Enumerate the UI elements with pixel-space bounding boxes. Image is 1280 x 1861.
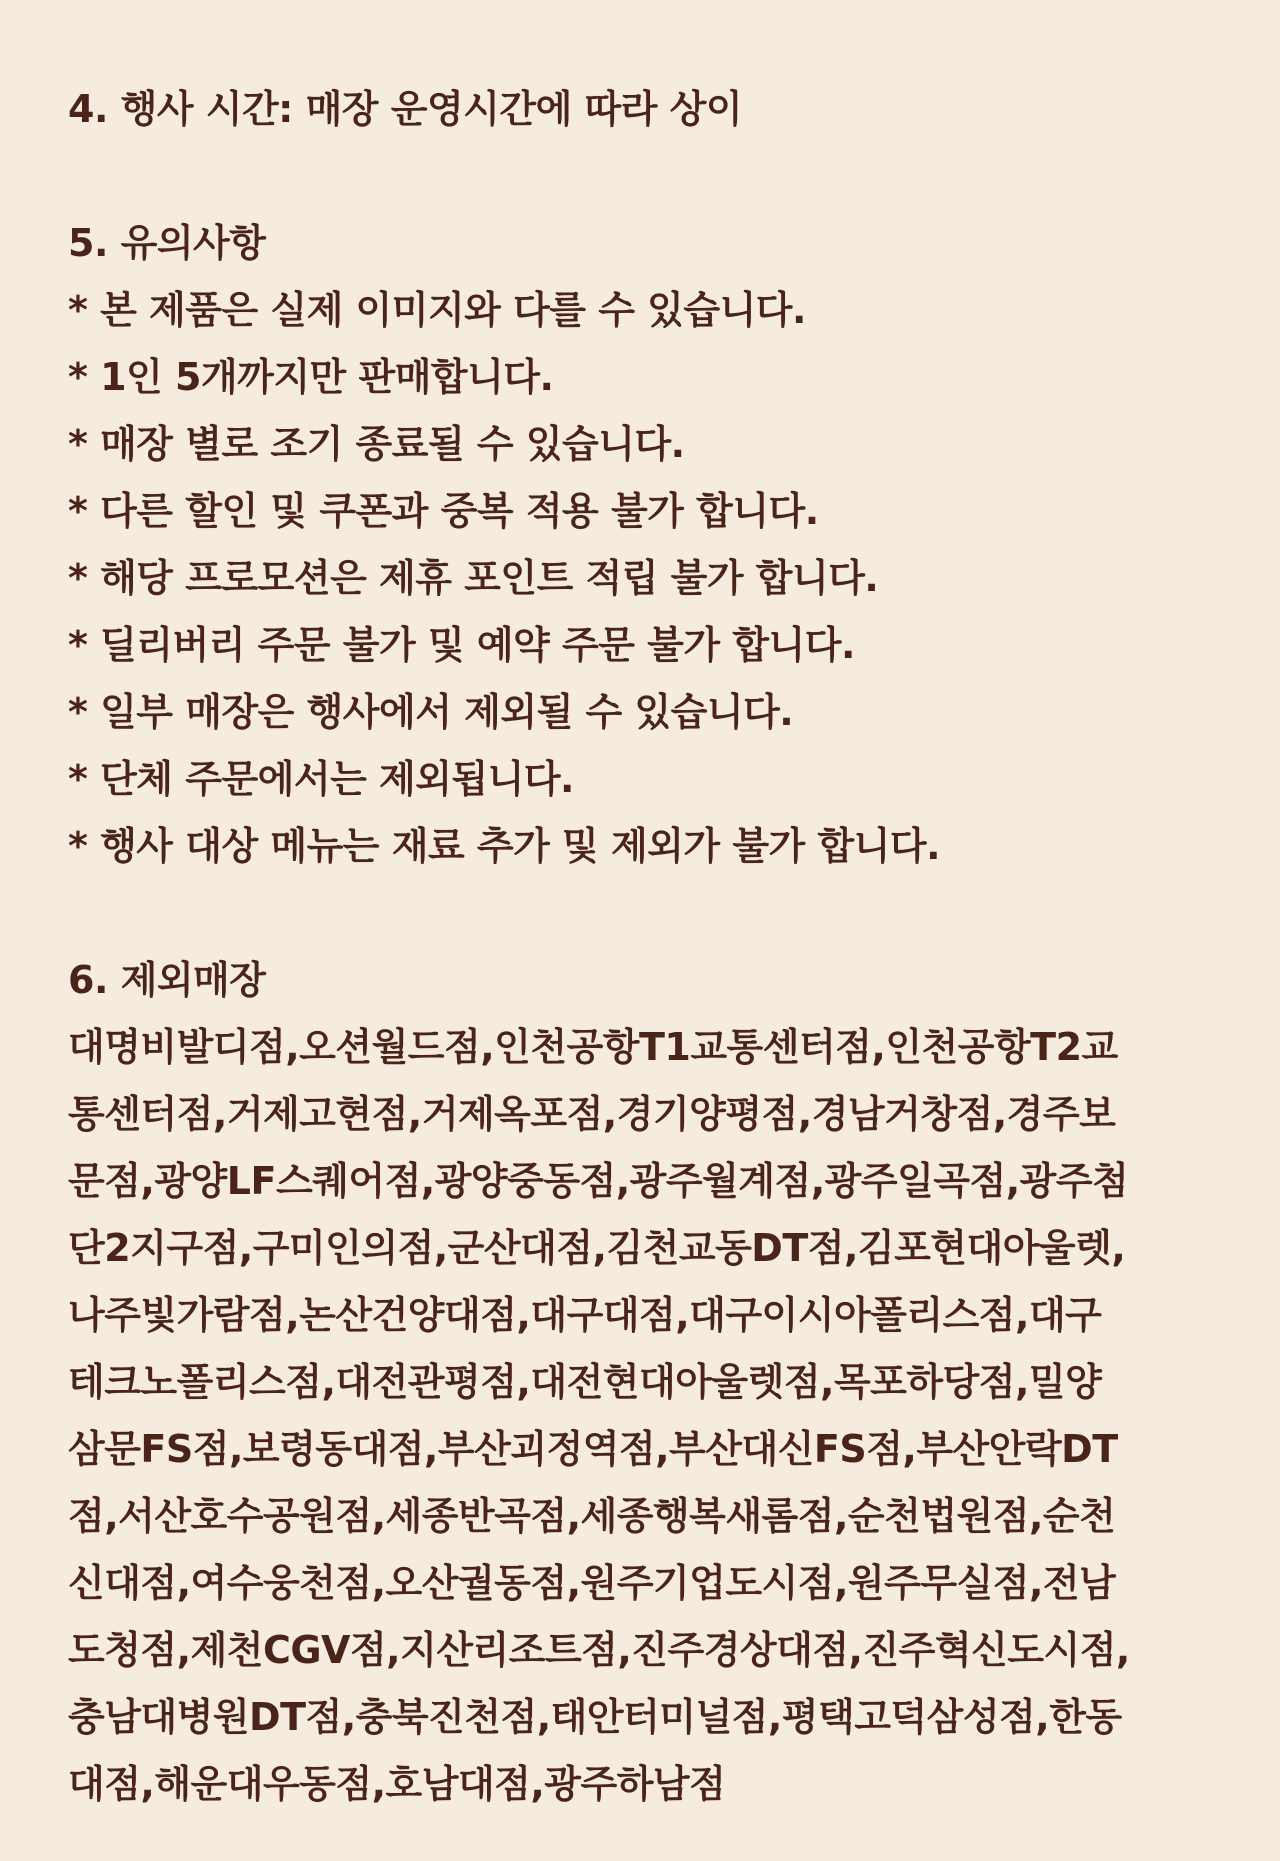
event-time-section <box>68 76 1220 143</box>
note-item: * 본 제품은 실제 이미지와 다를 수 있습니다. <box>68 288 806 332</box>
notes-heading: 5. 유의사항 <box>68 221 266 265</box>
excluded-stores-section <box>68 947 1220 1818</box>
excluded-stores-heading: 6. 제외매장 <box>68 958 266 1002</box>
store-line: 점,서산호수공원점,세종반곡점,세종행복새롬점,순천법원점,순천 <box>68 1494 1116 1538</box>
event-time-text: 4. 행사 시간: 매장 운영시간에 따라 상이 <box>68 87 743 131</box>
store-line: 단2지구점,구미인의점,군산대점,김천교동DT점,김포현대아울렛, <box>68 1226 1126 1270</box>
store-line: 테크노폴리스점,대전관평점,대전현대아울렛점,목포하당점,밀양 <box>68 1360 1102 1404</box>
store-line: 통센터점,거제고현점,거제옥포점,경기양평점,경남거창점,경주보 <box>68 1092 1116 1136</box>
store-line: 신대점,여수웅천점,오산궐동점,원주기업도시점,원주무실점,전남 <box>68 1561 1116 1605</box>
store-line: 대점,해운대우동점,호남대점,광주하남점 <box>68 1762 726 1806</box>
note-item: * 딜리버리 주문 불가 및 예약 주문 불가 합니다. <box>68 623 855 667</box>
notes-list <box>68 277 1220 880</box>
note-item: * 다른 할인 및 쿠폰과 중복 적용 불가 합니다. <box>68 489 819 533</box>
spacer <box>68 143 1220 210</box>
note-item: * 단체 주문에서는 제외됩니다. <box>68 757 574 801</box>
store-line: 삼문FS점,보령동대점,부산괴정역점,부산대신FS점,부산안락DT <box>68 1427 1118 1471</box>
note-item: * 해당 프로모션은 제휴 포인트 적립 불가 합니다. <box>68 556 879 600</box>
notes-section <box>68 210 1220 880</box>
excluded-stores-list <box>68 1014 1220 1818</box>
spacer <box>68 880 1220 947</box>
note-item: * 매장 별로 조기 종료될 수 있습니다. <box>68 422 685 466</box>
store-line: 충남대병원DT점,충북진천점,태안터미널점,평택고덕삼성점,한동 <box>68 1695 1122 1739</box>
store-line: 나주빛가람점,논산건양대점,대구대점,대구이시아폴리스점,대구 <box>68 1293 1102 1337</box>
store-line: 문점,광양LF스퀘어점,광양중동점,광주월계점,광주일곡점,광주첨 <box>68 1159 1129 1203</box>
note-item: * 일부 매장은 행사에서 제외될 수 있습니다. <box>68 690 794 734</box>
store-line: 대명비발디점,오션월드점,인천공항T1교통센터점,인천공항T2교 <box>68 1025 1118 1069</box>
note-item: * 행사 대상 메뉴는 재료 추가 및 제외가 불가 합니다. <box>68 824 941 868</box>
note-item: * 1인 5개까지만 판매합니다. <box>68 355 554 399</box>
store-line: 도청점,제천CGV점,지산리조트점,진주경상대점,진주혁신도시점, <box>68 1628 1130 1672</box>
